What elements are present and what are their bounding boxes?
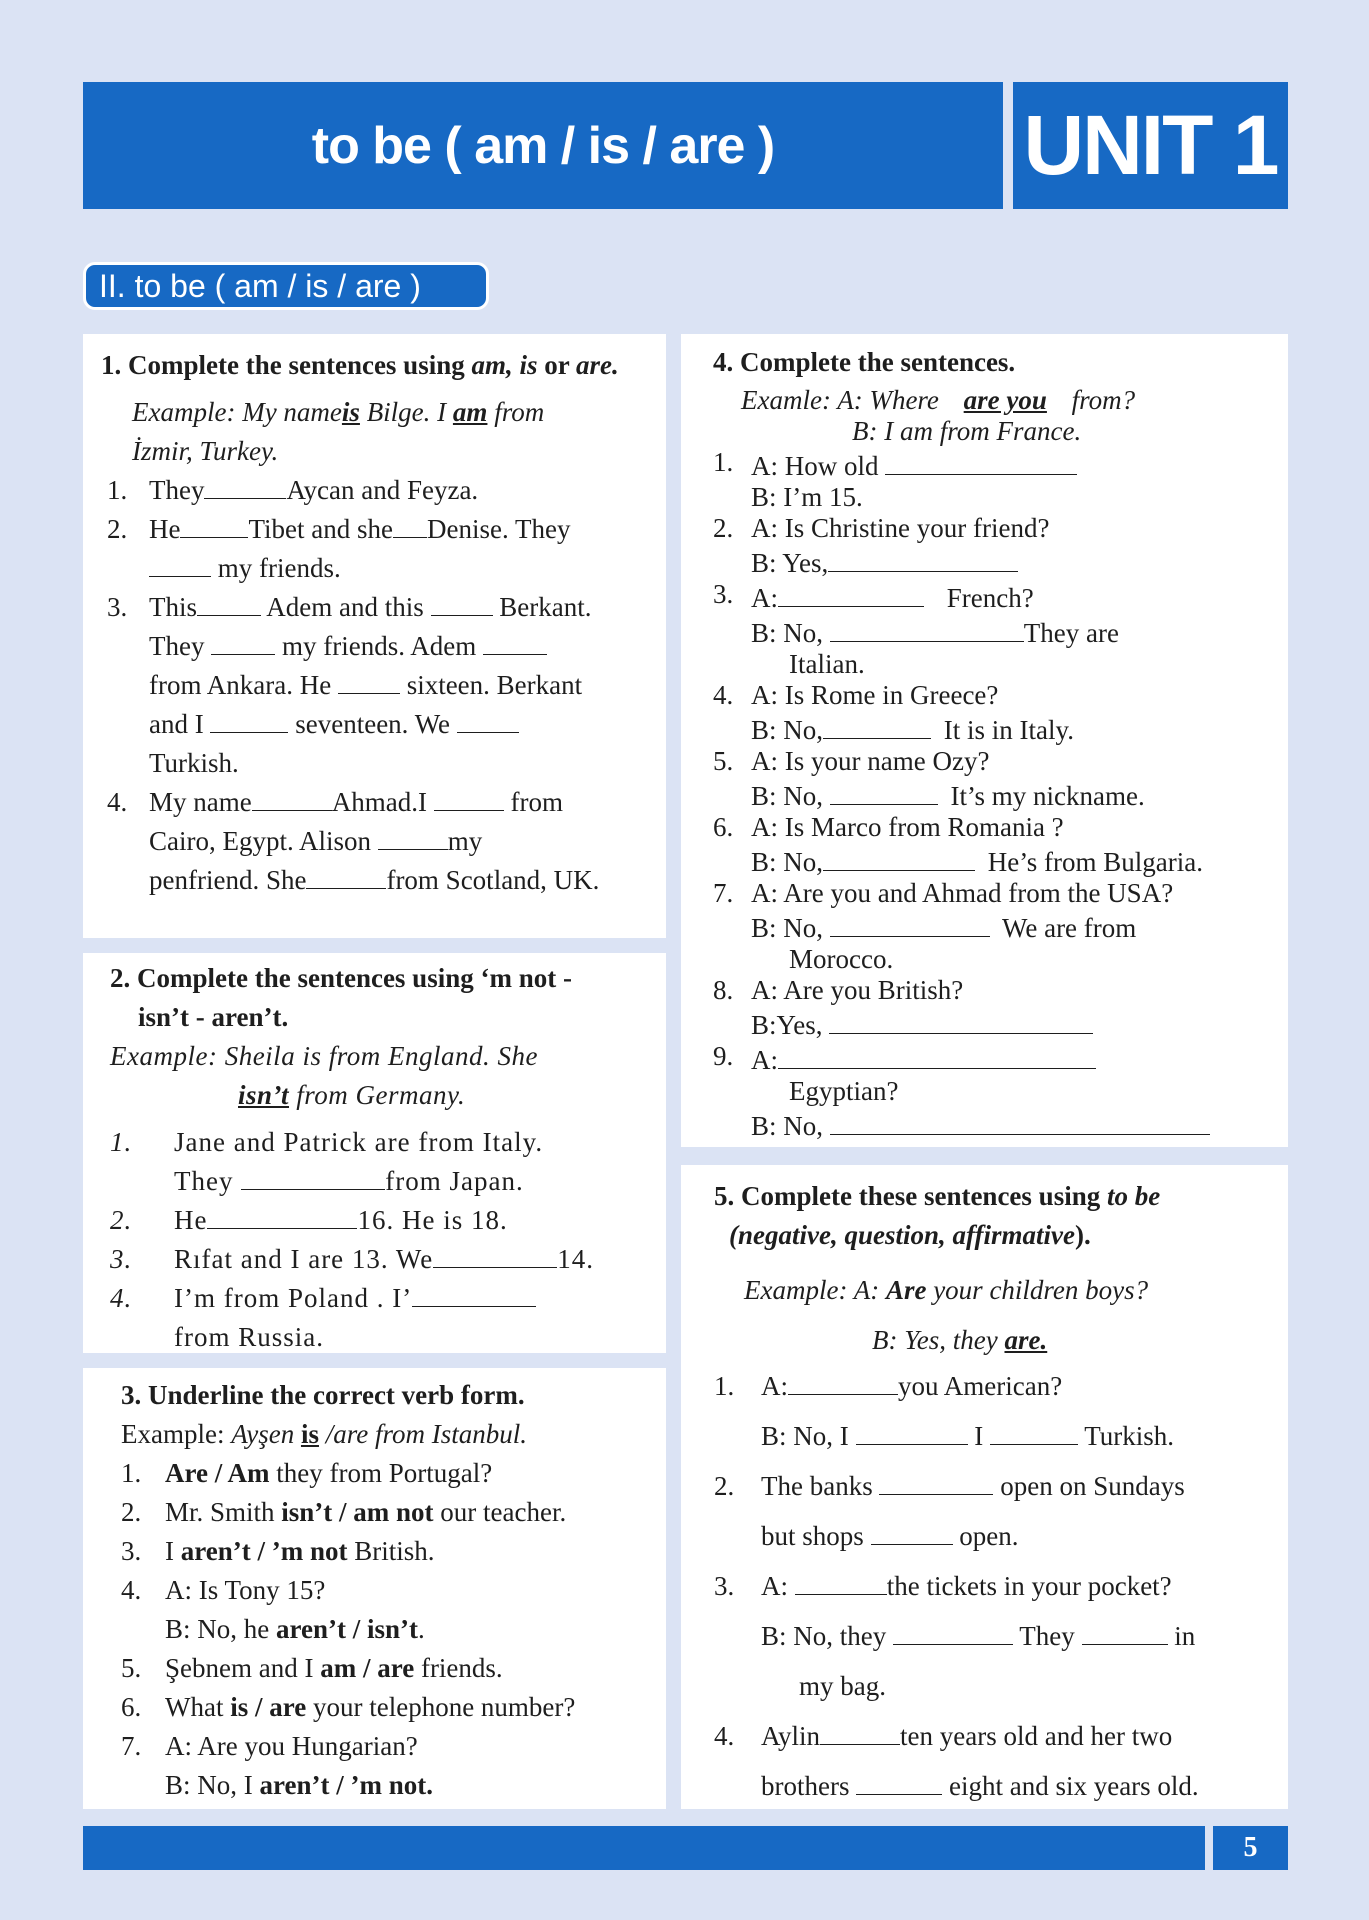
answer-blank[interactable]: [433, 1240, 557, 1268]
answer-blank[interactable]: [830, 1107, 1210, 1135]
list-item: 3. A: the tickets in your pocket? B: No, they They in my bag.: [714, 1561, 1288, 1711]
answer-blank[interactable]: [149, 549, 211, 577]
page-number: 5: [1213, 1826, 1288, 1870]
answer-blank[interactable]: [197, 588, 261, 616]
answer-blank[interactable]: [378, 822, 448, 850]
answer-blank[interactable]: [180, 510, 248, 538]
section-title: II. to be ( am / is / are ): [83, 262, 489, 310]
list-item: 4. Aylin ten years old and her two brothers eight and six years old.: [714, 1711, 1288, 1811]
answer-blank[interactable]: [252, 783, 332, 811]
list-item: 6. A: Is Marco from Romania ? B: No, He’s from Bulgaria.: [713, 812, 1203, 877]
exercise-4-example: Examle: A: Where are you from? B: I am from France.: [741, 385, 1136, 446]
list-item: 7. A: Are you Hungarian? B: No, I aren’t / ’m not.: [121, 1731, 433, 1800]
list-item: 2. He 16. He is 18.: [110, 1201, 666, 1240]
answer-blank[interactable]: [830, 777, 938, 805]
exercise-5: [681, 1165, 1288, 1809]
answer-blank[interactable]: [795, 1567, 887, 1595]
list-item: 1. They Aycan and Feyza.: [107, 471, 666, 510]
exercise-3: [83, 1368, 666, 1809]
answer-blank[interactable]: [393, 510, 427, 538]
list-item: 4. I’m from Poland . I’ from Russia.: [110, 1279, 666, 1357]
list-item: 2. Mr. Smith isn’t / am not our teacher.: [121, 1497, 567, 1527]
list-item: 2. The banks open on Sundays but shops open.: [714, 1461, 1288, 1561]
answer-blank[interactable]: [879, 1467, 993, 1495]
exercise-4-title: 4. Complete the sentences.: [713, 347, 1016, 377]
unit-title: to be ( am / is / are ): [311, 116, 775, 175]
answer-blank[interactable]: [823, 843, 975, 871]
answer-blank[interactable]: [483, 627, 547, 655]
exercise-5-example: Example: A: Are your children boys? B: Yes, they are.: [744, 1275, 1149, 1355]
answer-blank[interactable]: [829, 1006, 1093, 1034]
answer-blank[interactable]: [412, 1279, 536, 1307]
exercise-3-example: Example: Ayşen is /are from Istanbul.: [121, 1419, 527, 1449]
list-item: 6. What is / are your telephone number?: [121, 1692, 576, 1722]
list-item: 1. A: you American? B: No, I I Turkish.: [714, 1361, 1288, 1461]
exercise-5-title: 5. Complete these sentences using to be (negative, question, affirmative).: [714, 1181, 1161, 1250]
exercise-2-example: Example: Sheila is from England. She isn’t from Germany.: [110, 1041, 538, 1110]
list-item: 3. I aren’t / ’m not British.: [121, 1536, 435, 1566]
answer-blank[interactable]: [778, 579, 924, 607]
exercise-1: [83, 334, 666, 938]
list-item: 8. A: Are you British? B:Yes,: [713, 975, 1288, 1041]
answer-blank[interactable]: [778, 1041, 1096, 1069]
list-item: 4. A: Is Rome in Greece? B: No, It is in Italy.: [713, 680, 1074, 745]
list-item: 7. A: Are you and Ahmad from the USA? B: No, We are from Morocco.: [713, 878, 1174, 974]
list-item: 1. Are / Am they from Portugal?: [121, 1458, 493, 1488]
answer-blank[interactable]: [204, 471, 286, 499]
answer-blank[interactable]: [820, 1717, 900, 1745]
answer-blank[interactable]: [788, 1367, 898, 1395]
answer-blank[interactable]: [457, 705, 519, 733]
answer-blank[interactable]: [241, 1162, 385, 1190]
answer-blank[interactable]: [338, 666, 400, 694]
list-item: 5. Şebnem and I am / are friends.: [121, 1653, 503, 1683]
list-item: 5. A: Is your name Ozy? B: No, It’s my nickname.: [713, 746, 1145, 811]
list-item: 9. A: Egyptian? B: No,: [713, 1041, 1288, 1142]
answer-blank[interactable]: [830, 614, 1024, 642]
answer-blank[interactable]: [885, 447, 1077, 475]
answer-blank[interactable]: [431, 588, 493, 616]
list-item: 4. My name Ahmad.I from Cairo, Egypt. Alison my penfriend. She from Scotland, UK.: [107, 783, 666, 900]
answer-blank[interactable]: [306, 861, 386, 889]
unit-label: UNIT 1: [1023, 98, 1278, 192]
answer-blank[interactable]: [871, 1517, 953, 1545]
answer-blank[interactable]: [893, 1617, 1013, 1645]
answer-blank[interactable]: [211, 627, 275, 655]
answer-blank[interactable]: [990, 1417, 1078, 1445]
list-item: 2. He Tibet and she Denise. They my friends.: [107, 510, 666, 588]
answer-blank[interactable]: [210, 705, 288, 733]
exercise-3-title: 3. Underline the correct verb form.: [121, 1380, 525, 1410]
exercise-2-title: 2. Complete the sentences using ‘m not - isn’t - aren’t.: [110, 963, 572, 1032]
exercise-4: [681, 334, 1288, 1147]
footer-bar: [83, 1826, 1205, 1870]
list-item: 1. Jane and Patrick are from Italy. They from Japan.: [110, 1127, 544, 1196]
answer-blank[interactable]: [207, 1201, 357, 1229]
exercise-1-example: Example: My nameis Bilge. I am from İzmir, Turkey.: [132, 397, 545, 466]
exercise-1-title: 1. Complete the sentences using am, is or are.: [101, 350, 619, 380]
unit-title-bar: [83, 82, 1003, 209]
answer-blank[interactable]: [823, 711, 931, 739]
exercise-2: [83, 953, 666, 1353]
list-item: 1. A: How old B: I’m 15.: [713, 447, 1288, 513]
answer-blank[interactable]: [856, 1767, 942, 1795]
answer-blank[interactable]: [830, 909, 990, 937]
list-item: 3. This Adem and this Berkant. They my friends. Adem from Ankara. He sixteen. Berkant and I seventeen. We Turkish.: [107, 588, 666, 783]
answer-blank[interactable]: [828, 544, 1018, 572]
list-item: 3. A: French? B: No, They are Italian.: [713, 579, 1119, 679]
list-item: 4. A: Is Tony 15? B: No, he aren’t / isn’t.: [121, 1575, 425, 1644]
list-item: 2. A: Is Christine your friend? B: Yes,: [713, 513, 1050, 578]
answer-blank[interactable]: [1082, 1617, 1168, 1645]
answer-blank[interactable]: [856, 1417, 968, 1445]
list-item: 3. Rıfat and I are 13. We 14.: [110, 1240, 666, 1279]
unit-label-bar: [1013, 82, 1288, 209]
answer-blank[interactable]: [434, 783, 504, 811]
